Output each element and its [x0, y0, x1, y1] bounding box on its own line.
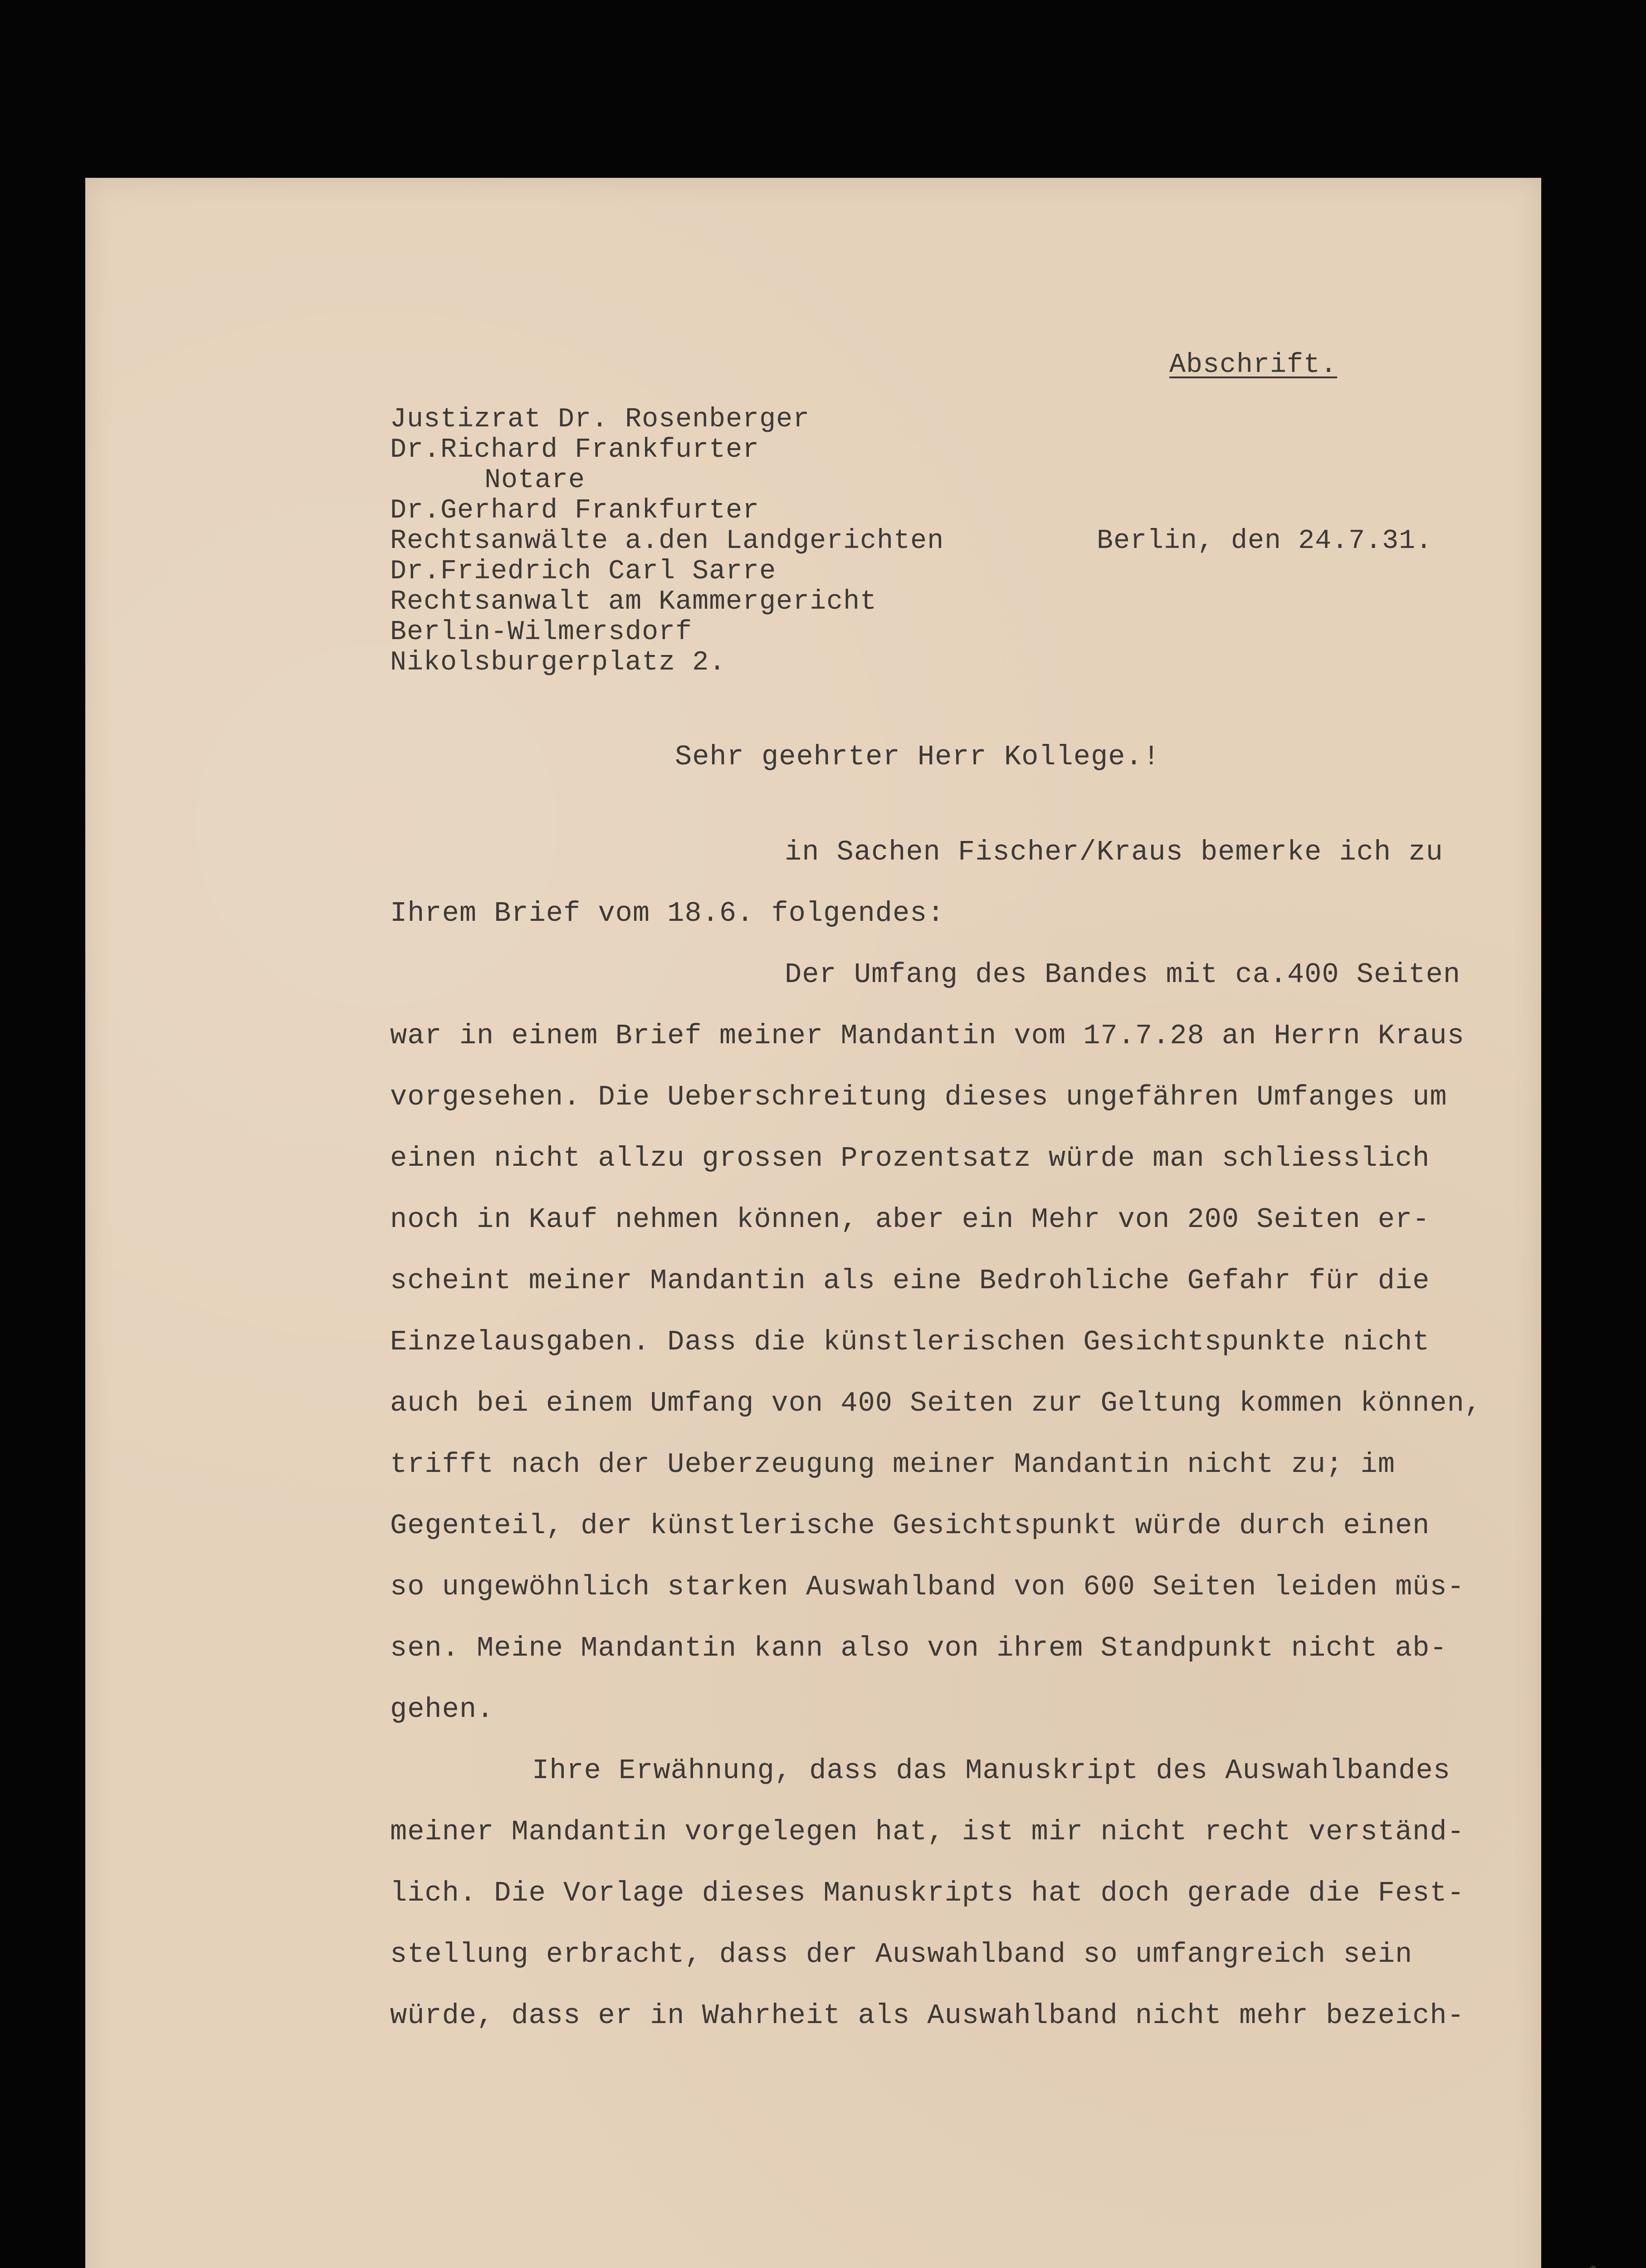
body-line: meiner Mandantin vorgelegen hat, ist mir nicht recht verständ- — [390, 1816, 1465, 1848]
letterhead-line: Dr.Gerhard Frankfurter — [390, 495, 760, 526]
body-line: einen nicht allzu grossen Prozentsatz würde man schliesslich — [390, 1142, 1430, 1174]
body-line: Einzelausgaben. Dass die künstlerischen Gesichtspunkte nicht — [390, 1326, 1430, 1358]
letterhead-line: Justizrat Dr. Rosenberger — [390, 404, 810, 435]
body-line: so ungewöhnlich starken Auswahlband von 600 Seiten leiden müs- — [390, 1571, 1465, 1603]
paper-stain — [1569, 2263, 1602, 2268]
body-line: scheint meiner Mandantin als eine Bedrohliche Gefahr für die — [390, 1265, 1430, 1297]
body-line: trifft nach der Ueberzeugung meiner Mandantin nicht zu; im — [390, 1448, 1395, 1481]
body-line: in Sachen Fischer/Kraus bemerke ich zu — [785, 836, 1443, 868]
body-line: würde, dass er in Wahrheit als Auswahlband nicht mehr bezeich- — [390, 1999, 1465, 2032]
letterhead-line: Nikolsburgerplatz 2. — [390, 647, 726, 678]
body-line: stellung erbracht, dass der Auswahlband so umfangreich sein — [390, 1938, 1413, 1970]
letterhead-line: Dr.Richard Frankfurter — [390, 435, 760, 465]
body-line: vorgesehen. Die Ueberschreitung dieses ungefähren Umfanges um — [390, 1081, 1447, 1113]
body-line: sen. Meine Mandantin kann also von ihrem Standpunkt nicht ab- — [390, 1632, 1447, 1664]
document-heading: Abschrift. — [1169, 350, 1338, 381]
letterhead-line: Berlin-Wilmersdorf — [390, 617, 693, 648]
body-line: auch bei einem Umfang von 400 Seiten zur Geltung kommen können, — [390, 1387, 1482, 1419]
letterhead-line: Notare — [484, 465, 586, 496]
body-line: war in einem Brief meiner Mandantin vom 17.7.28 an Herrn Kraus — [390, 1020, 1465, 1052]
body-line: lich. Die Vorlage dieses Manuskripts hat doch gerade die Fest- — [390, 1877, 1465, 1909]
letter-sheet — [85, 178, 1541, 2268]
letterhead-line: Rechtsanwalt am Kammergericht — [390, 587, 877, 617]
place-date: Berlin, den 24.7.31. — [1097, 526, 1433, 557]
salutation: Sehr geehrter Herr Kollege.! — [675, 741, 1160, 773]
body-line: gehen. — [390, 1693, 494, 1725]
body-line: Ihrem Brief vom 18.6. folgendes: — [390, 897, 945, 929]
body-line: noch in Kauf nehmen können, aber ein Mehr von 200 Seiten er- — [390, 1203, 1430, 1236]
body-line: Ihre Erwähnung, dass das Manuskript des Auswahlbandes — [532, 1755, 1451, 1787]
body-line: Der Umfang des Bandes mit ca.400 Seiten — [785, 958, 1461, 991]
body-line: Gegenteil, der künstlerische Gesichtspunkt würde durch einen — [390, 1510, 1430, 1542]
letterhead-line: Dr.Friedrich Carl Sarre — [390, 556, 777, 587]
letterhead-line: Rechtsanwälte a.den Landgerichten — [390, 526, 944, 557]
